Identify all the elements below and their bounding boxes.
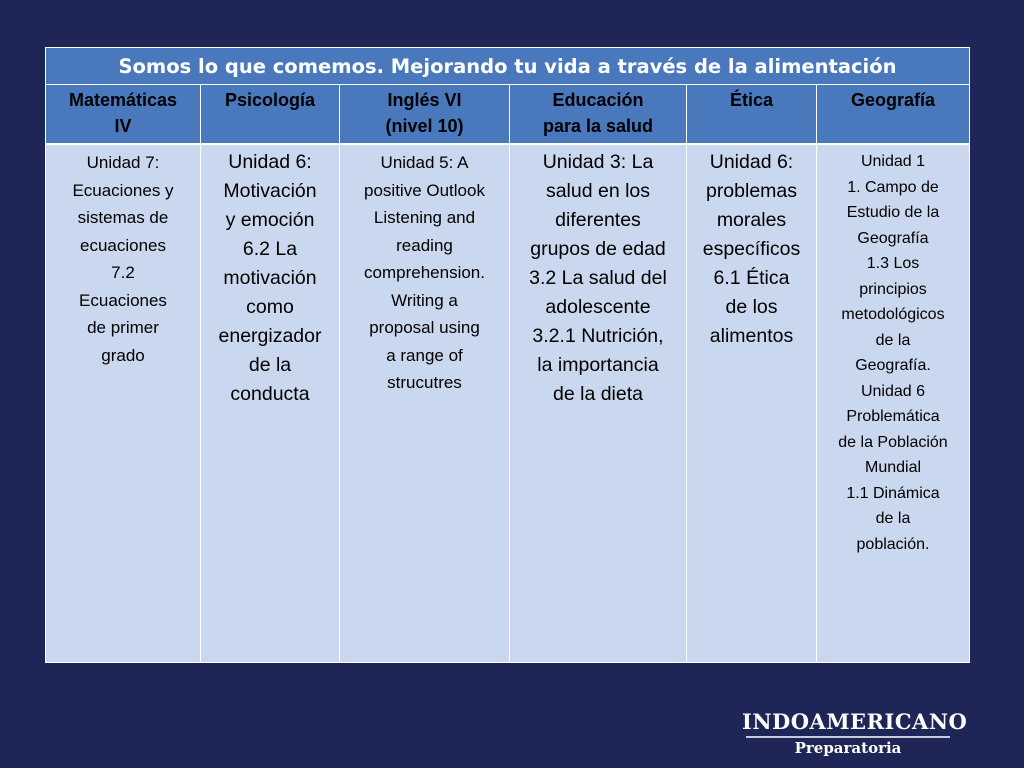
table-row [46,145,969,662]
column-header-label: Educación para la salud [542,90,654,136]
column-header-etica [687,85,817,143]
indoamericano-logo [742,708,968,758]
column-header-psicologia [201,85,340,143]
cell-geografia: Unidad 1 1. Campo de Estudio de la Geografía 1.3 Los principios metodológicos de la Geografía. Unidad 6 Problemática de la Población Mundial 1.1 Dinámica de la población. [838,153,948,553]
column-header-educacion-salud [510,85,687,143]
table-header-row [46,85,969,145]
column-header-geografia [817,85,969,143]
column-header-label: Geografía [850,90,936,110]
cell-psicologia: Unidad 6: Motivación y emoción 6.2 La motivación como energizador de la conducta [201,145,340,662]
column-header-label: Inglés VI (nivel 10) [385,90,464,136]
cell-educacion-salud: Unidad 3: La salud en los diferentes grupos de edad 3.2 La salud del adolescente 3.2.1 Nutrición, la importancia de la dieta [510,145,687,662]
column-header-label: Psicología [224,90,316,110]
logo-name: INDOAMERICANO [742,709,968,734]
table-title: Somos lo que comemos. Mejorando tu vida a través de la alimentación [46,48,969,85]
cell-ingles: Unidad 5: A positive Outlook Listening and reading comprehension. Writing a proposal using a range of strucutres [340,145,510,662]
column-header-label: Ética [729,90,774,110]
column-header-label: Matemáticas IV [68,90,178,136]
column-header-matematicas [46,85,201,143]
curriculum-table [45,47,970,663]
column-header-ingles [340,85,510,143]
logo-subtitle: Preparatoria [794,739,902,757]
cell-matematicas: Unidad 7: Ecuaciones y sistemas de ecuaciones 7.2 Ecuaciones de primer grado [46,145,201,662]
cell-etica: Unidad 6: problemas morales específicos 6.1 Ética de los alimentos [687,145,817,662]
